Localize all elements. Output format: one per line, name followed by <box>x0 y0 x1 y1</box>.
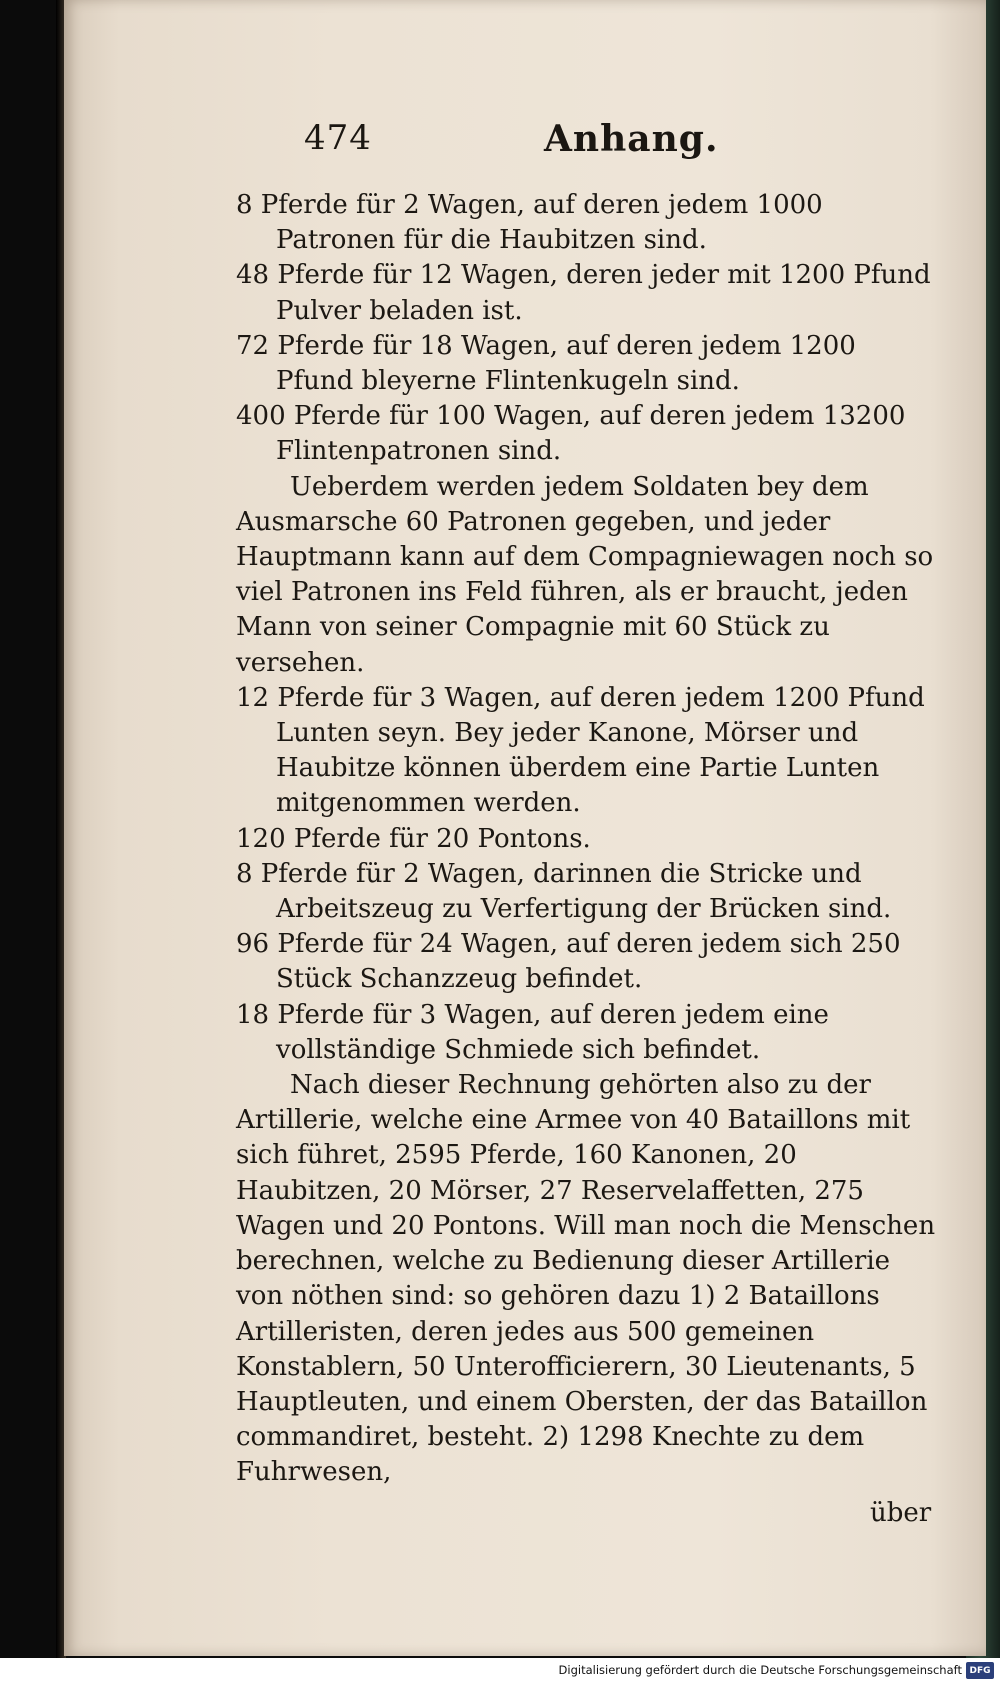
page-number: 474 <box>304 118 372 158</box>
paragraph: Ueberdem werden jedem Soldaten bey dem Ausmarsche 60 Patronen gegeben, und jeder Hauptmann kann auf dem Compagniewagen noch so viel Patronen ins Feld führen, als er braucht, jeden Mann von seiner Compagnie mit 60 Stück zu versehen. <box>236 471 934 678</box>
paragraph: Nach dieser Rechnung gehörten also zu der Artillerie, welche eine Armee von 40 Bataillons mit sich führet, 2595 Pferde, 160 Kanonen, 20 Haubitzen, 20 Mörser, 27 Reservelaffetten, 275 Wagen und 20 Pontons. Will man noch die Menschen berechnen, welche zu Bedienung dieser Artillerie von nöthen sind: so gehören dazu 1) 2 Bataillons Artilleristen, deren jedes aus 500 gemeinen Konstablern, 50 Unterofficierern, 30 Lieutenants, 5 Hauptleuten, und einem Obersten, der das Bataillon commandiret, besteht. 2) 1298 Knechte zu dem Fuhrwesen, <box>236 1070 936 1488</box>
list-entry: 120 Pferde für 20 Pontons. <box>236 823 591 854</box>
list-entry: 400 Pferde für 100 Wagen, auf deren jedem 13200 Flintenpatronen sind. <box>236 401 906 467</box>
catchword: über <box>870 1498 932 1528</box>
list-entry: 8 Pferde für 2 Wagen, darinnen die Stricke und Arbeitszeug zu Verfertigung der Brücken sind. <box>236 858 892 925</box>
list-entry: 96 Pferde für 24 Wagen, auf deren jedem sich 250 Stück Schanzzeug befindet. <box>236 929 901 995</box>
list-entry: 8 Pferde für 2 Wagen, auf deren jedem 1000 Patronen für die Haubitzen sind. <box>236 190 823 256</box>
list-entry: 12 Pferde für 3 Wagen, auf deren jedem 1200 Pfund Lunten seyn. Bey jeder Kanone, Mörser und Haubitze können überdem eine Partie Lunten mitgenommen werden. <box>236 682 925 819</box>
footer-bar <box>0 1658 1000 1684</box>
page-body <box>236 188 936 1491</box>
funding-credit: Digitalisierung gefördert durch die Deutsche Forschungsgemeinschaft <box>558 1663 962 1677</box>
list-entry: 72 Pferde für 18 Wagen, auf deren jedem 1200 Pfund bleyerne Flintenkugeln sind. <box>236 330 856 397</box>
list-entry: 18 Pferde für 3 Wagen, auf deren jedem eine vollständige Schmiede sich befindet. <box>236 999 829 1065</box>
running-head: Anhang. <box>544 118 719 160</box>
page-header <box>304 118 954 178</box>
dfg-logo: DFG <box>966 1662 994 1679</box>
list-entry: 48 Pferde für 12 Wagen, deren jeder mit 1200 Pfund Pulver beladen ist. <box>236 260 931 326</box>
